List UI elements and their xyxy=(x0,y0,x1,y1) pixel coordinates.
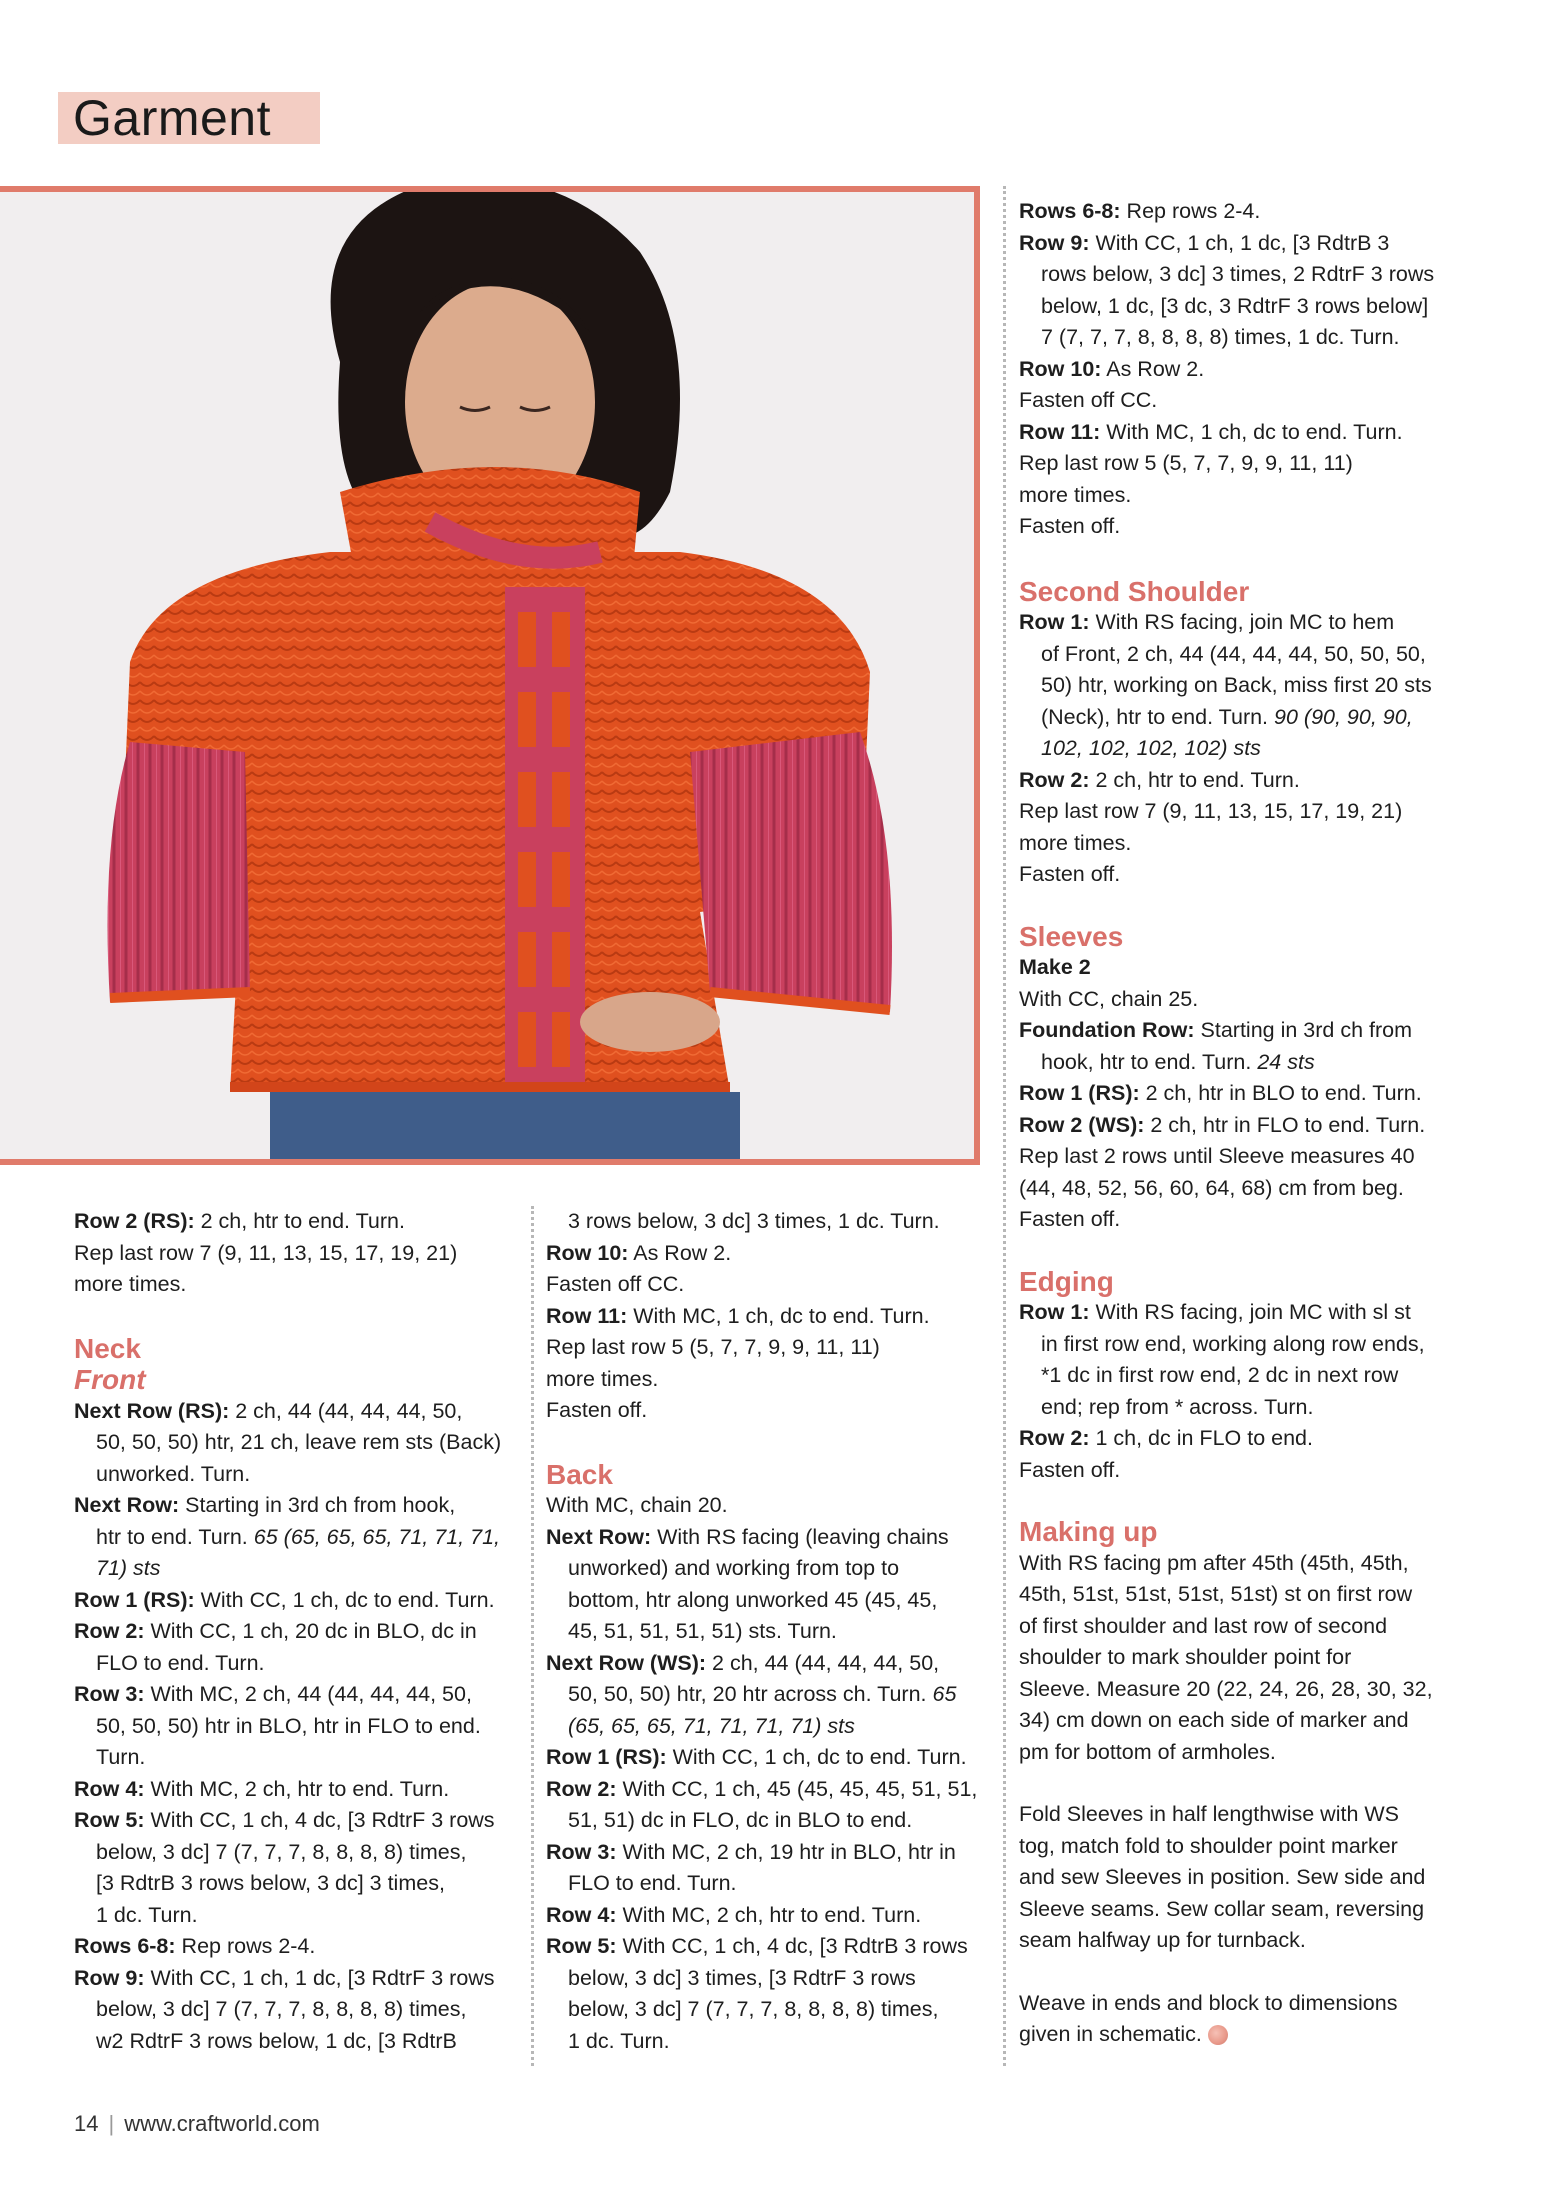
text-line: in first row end, working along row ends, xyxy=(1041,1331,1425,1356)
text-line: [3 RdtrB 3 rows below, 3 dc] 3 times, xyxy=(96,1871,445,1895)
text-line: w2 RdtrF 3 rows below, 1 dc, [3 RdtrB xyxy=(96,2028,457,2053)
text-line: 1 dc. Turn. xyxy=(568,2028,670,2053)
text-line: Rep last 2 rows until Sleeve measures 40 xyxy=(1019,1144,1415,1168)
text-line: Sleeve seams. Sew collar seam, reversing xyxy=(1019,1896,1425,1921)
heading-sleeves: Sleeves xyxy=(1019,920,1124,952)
heading-making-up: Making up xyxy=(1019,1516,1158,1547)
text-line: of first shoulder and last row of second xyxy=(1019,1613,1388,1638)
col3-top-block xyxy=(1019,196,1489,543)
text-line: unworked. Turn. xyxy=(96,1461,251,1486)
back-block xyxy=(546,1490,1006,2057)
text-line: and sew Sleeves in position. Sew side and xyxy=(1019,1865,1426,1889)
text-line: below, 3 dc] 7 (7, 7, 7, 8, 8, 8, 8) times, xyxy=(568,1997,939,2021)
text-line: Next Row: Starting in 3rd ch from hook, xyxy=(74,1493,456,1517)
text-line: Row 11: With MC, 1 ch, dc to end. Turn. xyxy=(546,1303,930,1328)
text-line: Row 1: With RS facing, join MC with sl st xyxy=(1019,1300,1411,1324)
text-line: htr to end. Turn. 65 (65, 65, 65, 71, 71, 71, xyxy=(96,1524,501,1549)
page-footer xyxy=(74,2111,320,2137)
text-line: 102, 102, 102, 102) sts xyxy=(1041,736,1261,760)
footer-separator: | xyxy=(108,2111,115,2136)
text-line: Sleeve. Measure 20 (22, 24, 26, 28, 30, 32, xyxy=(1019,1676,1433,1701)
text-line: (44, 48, 52, 56, 60, 64, 68) cm from beg. xyxy=(1019,1175,1404,1200)
sleeves-block xyxy=(1019,952,1489,1236)
text-line: Row 3: With MC, 2 ch, 44 (44, 44, 44, 50, xyxy=(74,1682,472,1706)
text-line: Row 1 (RS): 2 ch, htr in BLO to end. Turn. xyxy=(1019,1081,1422,1105)
text-line: Rep last row 7 (9, 11, 13, 15, 17, 19, 21) xyxy=(74,1240,458,1265)
text-line: Row 4: With MC, 2 ch, htr to end. Turn. xyxy=(546,1902,922,1927)
text-line: below, 1 dc, [3 dc, 3 RdtrF 3 rows below] xyxy=(1041,293,1429,318)
text-line: of Front, 2 ch, 44 (44, 44, 44, 50, 50, 50, xyxy=(1041,641,1426,666)
text-line: Make 2 xyxy=(1019,955,1091,979)
column-left xyxy=(74,1206,534,2057)
text-line: Row 4: With MC, 2 ch, htr to end. Turn. xyxy=(74,1776,450,1801)
text-line: Next Row: With RS facing (leaving chains xyxy=(546,1524,949,1549)
text-line: 50, 50, 50) htr, 20 htr across ch. Turn. 65 xyxy=(568,1682,957,1706)
text-line: Row 2 (WS): 2 ch, htr in FLO to end. Turn. xyxy=(1019,1112,1426,1137)
text-line: bottom, htr along unworked 45 (45, 45, xyxy=(568,1587,938,1612)
heading-edging: Edging xyxy=(1019,1265,1114,1297)
text-line: Row 2 (RS): 2 ch, htr to end. Turn. xyxy=(74,1209,405,1233)
text-line: Fasten off. xyxy=(1019,862,1121,886)
text-line: Row 9: With CC, 1 ch, 1 dc, [3 RdtrF 3 rows xyxy=(74,1965,495,1990)
text-line: Row 2: With CC, 1 ch, 20 dc in BLO, dc in xyxy=(74,1619,477,1643)
page-number: 14 xyxy=(74,2111,99,2136)
second-shoulder-block xyxy=(1019,607,1489,891)
text-line: 45th, 51st, 51st, 51st, 51st) st on first row xyxy=(1019,1582,1413,1606)
text-line: Next Row (RS): 2 ch, 44 (44, 44, 44, 50, xyxy=(74,1398,463,1423)
text-line: Rows 6-8: Rep rows 2-4. xyxy=(1019,199,1261,223)
text-line: Row 2: 1 ch, dc in FLO to end. xyxy=(1019,1426,1313,1450)
neck-front-block xyxy=(74,1396,534,2058)
text-line: shoulder to mark shoulder point for xyxy=(1019,1645,1352,1669)
text-line: Fasten off. xyxy=(1019,1207,1121,1231)
text-line: 50, 50, 50) htr in BLO, htr in FLO to end. xyxy=(96,1713,481,1738)
text-line: FLO to end. Turn. xyxy=(96,1650,265,1675)
text-line: pm for bottom of armholes. xyxy=(1019,1739,1276,1764)
text-line: end; rep from * across. Turn. xyxy=(1041,1394,1314,1419)
text-line: below, 3 dc] 3 times, [3 RdtrF 3 rows xyxy=(568,1965,916,1990)
text-line: Row 3: With MC, 2 ch, 19 htr in BLO, htr in xyxy=(546,1839,956,1864)
making-up-block xyxy=(1019,1548,1489,2051)
text-line: Row 9: With CC, 1 ch, 1 dc, [3 RdtrB 3 xyxy=(1019,230,1390,255)
text-line: Rep last row 7 (9, 11, 13, 15, 17, 19, 21) xyxy=(1019,799,1403,823)
column-divider xyxy=(531,1206,534,2066)
text-line: 51, 51) dc in FLO, dc in BLO to end. xyxy=(568,1808,913,1832)
heading-second-shoulder: Second Shoulder xyxy=(1019,575,1250,607)
text-line: Fasten off. xyxy=(1019,1457,1121,1482)
text-line: (65, 65, 65, 71, 71, 71, 71) sts xyxy=(568,1713,855,1738)
text-line: tog, match fold to shoulder point marker xyxy=(1019,1833,1398,1858)
text-line: Row 1 (RS): With CC, 1 ch, dc to end. Turn. xyxy=(546,1745,967,1769)
text-line: Row 10: As Row 2. xyxy=(546,1240,732,1265)
edging-block xyxy=(1019,1297,1489,1486)
text-line: below, 3 dc] 7 (7, 7, 7, 8, 8, 8, 8) times, xyxy=(96,1839,467,1864)
text-line: Row 1 (RS): With CC, 1 ch, dc to end. Turn. xyxy=(74,1587,495,1612)
text-line: Fasten off CC. xyxy=(1019,388,1158,412)
yarn-ball-icon xyxy=(1208,2025,1228,2045)
text-line: *1 dc in first row end, 2 dc in next row xyxy=(1041,1363,1399,1387)
text-line: With RS facing pm after 45th (45th, 45th, xyxy=(1019,1550,1409,1575)
text-line: given in schematic. xyxy=(1019,2019,1489,2051)
text-line: 3 rows below, 3 dc] 3 times, 1 dc. Turn. xyxy=(568,1209,940,1233)
text-line: Row 11: With MC, 1 ch, dc to end. Turn. xyxy=(1019,419,1403,444)
text-line: below, 3 dc] 7 (7, 7, 7, 8, 8, 8, 8) times, xyxy=(96,1997,467,2021)
text-line: Turn. xyxy=(96,1745,146,1769)
section-tag xyxy=(58,92,320,144)
text-line: (Neck), htr to end. Turn. 90 (90, 90, 90, xyxy=(1041,704,1413,729)
text-line: Row 1: With RS facing, join MC to hem xyxy=(1019,610,1395,634)
garment-photo-illustration xyxy=(0,192,974,1165)
text-line: Row 2: With CC, 1 ch, 45 (45, 45, 45, 51, 51, xyxy=(546,1776,978,1801)
text-line: seam halfway up for turnback. xyxy=(1019,1928,1306,1952)
text-line: 50, 50, 50) htr, 21 ch, leave rem sts (Back) xyxy=(96,1430,502,1454)
text-line: 45, 51, 51, 51, 51) sts. Turn. xyxy=(568,1619,837,1643)
text-line: Next Row (WS): 2 ch, 44 (44, 44, 44, 50, xyxy=(546,1650,940,1675)
text-line: Foundation Row: Starting in 3rd ch from xyxy=(1019,1018,1413,1042)
text-line: 71) sts xyxy=(96,1556,161,1580)
text-line: unworked) and working from top to xyxy=(568,1556,900,1580)
text-line: FLO to end. Turn. xyxy=(568,1871,737,1895)
text-line: 7 (7, 7, 7, 8, 8, 8, 8) times, 1 dc. Turn. xyxy=(1041,325,1400,349)
text-line: Fasten off. xyxy=(546,1398,648,1422)
column-divider xyxy=(1003,186,1006,2066)
text-line: Row 5: With CC, 1 ch, 4 dc, [3 RdtrF 3 rows xyxy=(74,1808,495,1832)
text-line: Row 5: With CC, 1 ch, 4 dc, [3 RdtrB 3 rows xyxy=(546,1934,968,1958)
garment-photo xyxy=(0,186,980,1165)
text-line: With CC, chain 25. xyxy=(1019,986,1199,1011)
text-line: Weave in ends and block to dimensions xyxy=(1019,1990,1398,2015)
text-line: Fasten off. xyxy=(1019,514,1121,538)
text-line: rows below, 3 dc] 3 times, 2 RdtrF 3 rows xyxy=(1041,262,1435,286)
heading-front: Front xyxy=(74,1364,146,1395)
text-line: Rep last row 5 (5, 7, 7, 9, 9, 11, 11) xyxy=(1019,451,1353,475)
text-line: 1 dc. Turn. xyxy=(96,1902,198,1927)
section-title: Garment xyxy=(73,90,272,146)
text-line: 50) htr, working on Back, miss first 20 sts xyxy=(1041,673,1432,697)
text-line: hook, htr to end. Turn. 24 sts xyxy=(1041,1049,1315,1074)
text-line: Rep last row 5 (5, 7, 7, 9, 9, 11, 11) xyxy=(546,1335,880,1359)
text-line: more times. xyxy=(1019,830,1132,855)
text-line: 34) cm down on each side of marker and xyxy=(1019,1708,1409,1732)
text-line: Fold Sleeves in half lengthwise with WS xyxy=(1019,1802,1400,1826)
text-line: Row 10: As Row 2. xyxy=(1019,356,1205,381)
text-line: more times. xyxy=(546,1366,659,1391)
website-link[interactable]: www.craftworld.com xyxy=(124,2111,320,2136)
text-line: Row 2: 2 ch, htr to end. Turn. xyxy=(1019,767,1300,792)
text-line: Fasten off CC. xyxy=(546,1272,685,1296)
heading-back: Back xyxy=(546,1458,613,1490)
heading-neck: Neck xyxy=(74,1332,141,1364)
text-line: more times. xyxy=(74,1272,187,1296)
column-right xyxy=(1019,196,1489,2051)
text-line: With MC, chain 20. xyxy=(546,1493,728,1517)
text-line: Rows 6-8: Rep rows 2-4. xyxy=(74,1934,316,1958)
text-line: more times. xyxy=(1019,482,1132,507)
column-middle xyxy=(546,1206,1006,2057)
